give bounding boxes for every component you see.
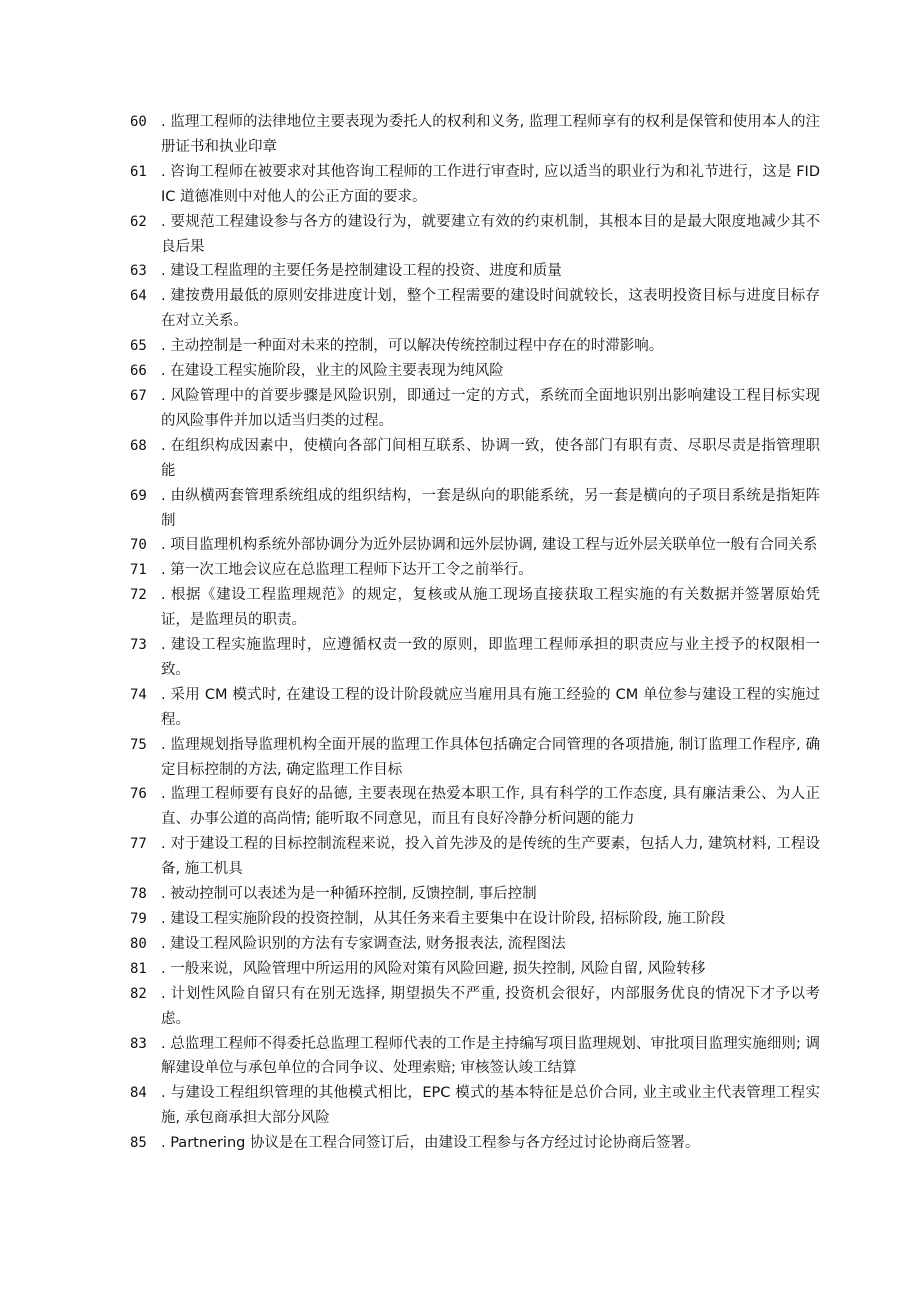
list-item: [130, 434, 820, 484]
item-number: 80: [130, 935, 147, 952]
list-item: [130, 259, 820, 284]
item-number: 78: [130, 886, 147, 903]
list-item: [130, 210, 820, 260]
item-number: 64: [130, 288, 147, 305]
question-list: [130, 110, 820, 1156]
list-item: [130, 782, 820, 832]
item-number: 60: [130, 114, 147, 130]
list-item: [130, 583, 820, 633]
item-number: 79: [130, 911, 147, 927]
list-item: [130, 957, 820, 982]
item-text: . 一般来说，风险管理中所运用的风险对策有风险回避, 损失控制, 风险自留, 风险转移: [161, 960, 706, 977]
item-number: 68: [130, 437, 147, 454]
item-text: . 风险管理中的首要步骤是风险识别，即通过一定的方式，系统而全面地识别出影响建设工程目标实现的风险事件并加以适当归类的过程。: [161, 387, 820, 429]
list-item: [130, 384, 820, 434]
list-item: [130, 633, 820, 683]
item-text: . 建设工程监理的主要任务是控制建设工程的投资、进度和质量: [161, 263, 562, 280]
item-number: 65: [130, 338, 147, 355]
list-item: [130, 284, 820, 334]
item-number: 73: [130, 637, 147, 654]
item-number: 83: [130, 1035, 147, 1052]
list-item: [130, 932, 820, 957]
item-text: . 被动控制可以表述为是一种循环控制, 反馈控制, 事后控制: [161, 886, 537, 903]
item-number: 75: [130, 736, 147, 753]
list-item: [130, 558, 820, 583]
item-text: . 建按费用最低的原则安排进度计划，整个工程需要的建设时间就较长，这表明投资目标与进度目标存在对立关系。: [161, 288, 820, 330]
item-number: 85: [130, 1135, 147, 1152]
list-item: [130, 1032, 820, 1082]
list-item: [130, 1081, 820, 1131]
item-number: 82: [130, 985, 147, 1002]
list-item: [130, 982, 820, 1032]
item-number: 62: [130, 213, 147, 230]
list-item: [130, 484, 820, 534]
item-number: 77: [130, 836, 147, 853]
item-text: . 采用 CM 模式时, 在建设工程的设计阶段就应当雇用具有施工经验的 CM 单位参与建设工程的实施过程。: [161, 686, 820, 728]
item-text: . 根据《建设工程监理规范》的规定，复核或从施工现场直接获取工程实施的有关数据并签署原始凭证，是监理员的职责。: [161, 587, 820, 629]
list-item: [130, 110, 820, 160]
item-number: 61: [130, 163, 147, 180]
item-number: 76: [130, 786, 147, 803]
item-text: . 在组织构成因素中，使横向各部门间相互联系、协调一致，使各部门有职有责、尽职尽责是指管理职能: [161, 437, 820, 479]
list-item: [130, 160, 820, 210]
item-number: 66: [130, 363, 147, 380]
list-item: [130, 907, 820, 932]
list-item: [130, 832, 820, 882]
item-text: . 计划性风险自留只有在别无选择, 期望损失不严重, 投资机会很好，内部服务优良的情况下才予以考虑。: [161, 985, 820, 1027]
item-text: . 对于建设工程的目标控制流程来说，投入首先涉及的是传统的生产要素，包括人力, 建筑材料, 工程设备, 施工机具: [161, 836, 820, 878]
list-item: [130, 533, 820, 558]
item-text: . Partnering 协议是在工程合同签订后，由建设工程参与各方经过讨论协商后签署。: [161, 1135, 700, 1152]
item-number: 69: [130, 487, 147, 504]
item-text: . 建设工程实施监理时，应遵循权责一致的原则，即监理工程师承担的职责应与业主授予的权限相一致。: [161, 637, 820, 678]
item-text: . 总监理工程师不得委托总监理工程师代表的工作是主持编写项目监理规划、审批项目监理实施细则; 调解建设单位与承包单位的合同争议、处理索赔; 审核签认竣工结算: [161, 1035, 820, 1077]
item-text: . 要规范工程建设参与各方的建设行为，就要建立有效的约束机制，其根本目的是最大限度地减少其不良后果: [161, 213, 820, 255]
item-number: 67: [130, 387, 147, 404]
item-number: 81: [130, 960, 147, 977]
item-text: . 监理工程师要有良好的品德, 主要表现在热爱本职工作, 具有科学的工作态度, 具有廉洁秉公、为人正直、办事公道的高尚情; 能听取不同意见，而且有良好冷静分析问题的能力: [161, 786, 820, 828]
list-item: [130, 1131, 820, 1156]
item-number: 70: [130, 537, 147, 554]
item-text: . 与建设工程组织管理的其他模式相比，EPC 模式的基本特征是总价合同, 业主或业主代表管理工程实施, 承包商承担大部分风险: [161, 1085, 820, 1127]
item-number: 84: [130, 1085, 147, 1102]
item-text: . 项目监理机构系统外部协调分为近外层协调和远外层协调, 建设工程与近外层关联单位一般有合同关系: [161, 537, 818, 554]
list-item: [130, 733, 820, 783]
item-number: 63: [130, 263, 147, 280]
item-text: . 监理规划指导监理机构全面开展的监理工作具体包括确定合同管理的各项措施, 制订监理工作程序, 确定目标控制的方法, 确定监理工作目标: [161, 736, 820, 778]
list-item: [130, 359, 820, 384]
item-number: 72: [130, 587, 147, 604]
item-text: . 建设工程实施阶段的投资控制，从其任务来看主要集中在设计阶段, 招标阶段, 施工阶段: [161, 911, 726, 927]
item-text: . 第一次工地会议应在总监理工程师下达开工令之前举行。: [161, 562, 533, 579]
item-number: 74: [130, 686, 147, 703]
item-text: . 在建设工程实施阶段，业主的风险主要表现为纯风险: [161, 363, 504, 380]
item-text: . 主动控制是一种面对未来的控制，可以解决传统控制过程中存在的时滞影响。: [161, 338, 664, 355]
item-text: . 建设工程风险识别的方法有专家调查法, 财务报表法, 流程图法: [161, 935, 566, 952]
item-number: 71: [130, 562, 147, 579]
list-item: [130, 683, 820, 733]
item-text: . 监理工程师的法律地位主要表现为委托人的权利和义务, 监理工程师享有的权利是保管和使用本人的注册证书和执业印章: [161, 114, 820, 155]
item-text: . 咨询工程师在被要求对其他咨询工程师的工作进行审查时, 应以适当的职业行为和礼节进行，这是 FIDIC 道德准则中对他人的公正方面的要求。: [161, 163, 820, 205]
item-text: . 由纵横两套管理系统组成的组织结构，一套是纵向的职能系统，另一套是横向的子项目系统是指矩阵制: [161, 487, 820, 529]
list-item: [130, 334, 820, 359]
list-item: [130, 882, 820, 907]
